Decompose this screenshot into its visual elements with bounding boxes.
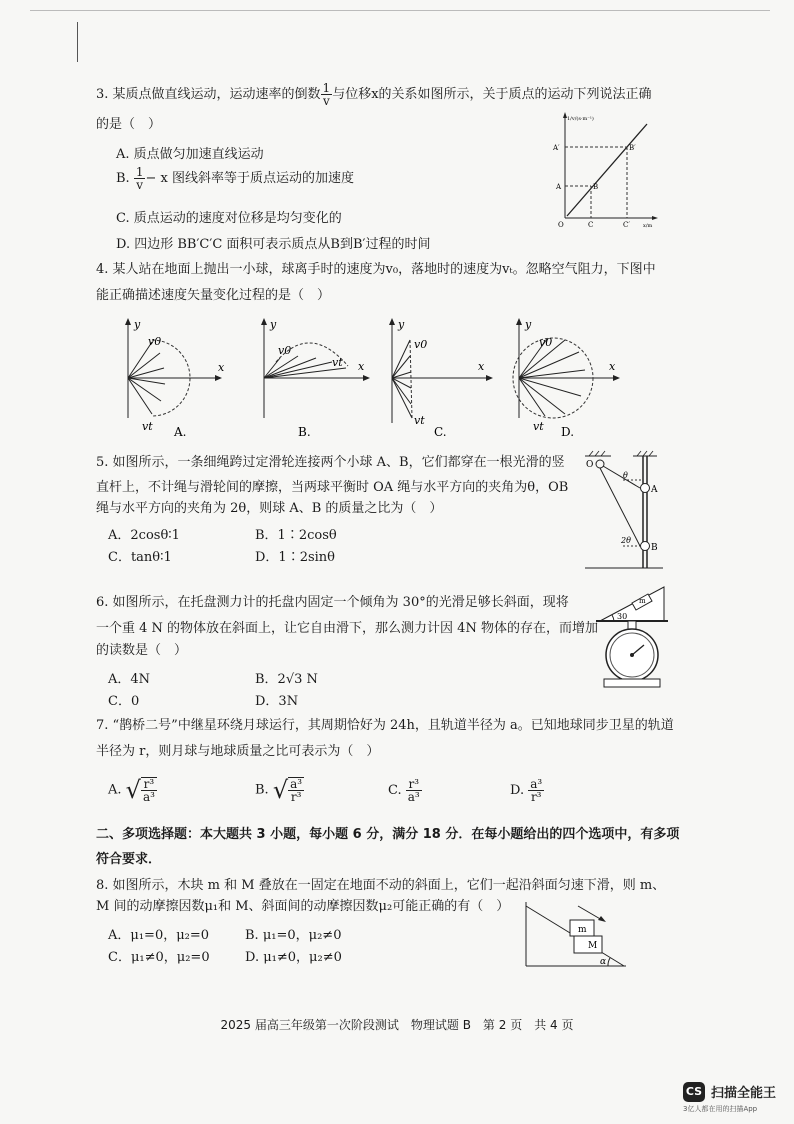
q6-line3: 的读数是（ ） — [96, 643, 188, 658]
q4b-y-label: y — [270, 318, 277, 331]
q3-label-b-prime: B′ — [629, 144, 636, 152]
q4-diagram-a — [112, 318, 237, 443]
q5-label-2theta: 2θ — [621, 536, 631, 545]
q3-option-c: C. 质点运动的速度对位移是均匀变化的 — [116, 211, 342, 226]
q4-line2: 能正确描述速度矢量变化过程的是（ ） — [96, 288, 331, 303]
q4-diagram-b — [250, 318, 375, 443]
q4-choice-d: D. — [561, 425, 575, 439]
q6-option-b: B．2√3 N — [255, 672, 318, 687]
section2-heading-line1: 二、多项选择题：本大题共 3 小题，每小题 6 分，满分 18 分．在每小题给出的四个选项中，有多项 — [96, 827, 680, 842]
q3-label-b: B — [593, 183, 599, 191]
q4c-vt-label: vt — [414, 414, 425, 427]
q4-line1: 4. 某人站在地面上抛出一小球，球离手时的速度为v₀，落地时的速度为vₜ。忽略空气阻力，下图中 — [96, 262, 656, 277]
binding-margin-line — [77, 22, 78, 62]
watermark-title: 扫描全能王 — [711, 1086, 777, 1101]
q8-option-c: C．μ₁≠0，μ₂=0 — [108, 950, 210, 965]
q8-option-b: B. μ₁=0，μ₂≠0 — [245, 928, 342, 943]
q6-option-c: C．0 — [108, 694, 140, 709]
q4-choice-b: B. — [298, 425, 311, 439]
q3-y-axis-label: 1/v/(s·m⁻¹) — [567, 116, 594, 122]
q7-option-c: C. $\frac{\text{r³}}{\text{a³}}$ — [388, 777, 420, 804]
q7-option-d: D. $\frac{\text{a³}}{\text{r³}}$ — [510, 777, 543, 804]
q3-option-b: B. $\frac{1}{v}$ − x 图线斜率等于质点运动的加速度 — [116, 165, 354, 192]
q8-option-d: D. μ₁≠0，μ₂≠0 — [245, 950, 342, 965]
top-edge — [30, 10, 770, 11]
q6-option-d: D．3N — [255, 694, 299, 709]
q5-pulley-diagram — [585, 450, 665, 570]
camscanner-icon: CS — [683, 1082, 705, 1102]
q5-option-d: D．1∶2sinθ — [255, 550, 335, 565]
q3-label-o: O — [558, 221, 564, 229]
q5-option-c: C．tanθ∶1 — [108, 550, 172, 565]
q4d-v0-label: v0 — [539, 336, 553, 349]
q4c-v0-label: v0 — [414, 338, 428, 351]
q8-incline-diagram — [520, 898, 630, 970]
q5-label-o: O — [586, 460, 594, 470]
q3-label-a-prime: A′ — [553, 144, 560, 152]
q4-choice-a: A. — [174, 425, 187, 439]
watermark-subtitle: 3亿人都在用的扫描App — [683, 1105, 758, 1113]
q4a-x-label: x — [218, 361, 225, 374]
q3-graph — [555, 110, 660, 230]
q5-option-b: B．1∶2cosθ — [255, 528, 337, 543]
q8-label-big-m: M — [588, 941, 598, 951]
q5-line2: 直杆上，不计绳与滑轮间的摩擦，当两球平衡时 OA 绳与水平方向的夹角为θ，OB — [96, 480, 569, 495]
q5-line3: 绳与水平方向的夹角为 2θ，则球 A、B 的质量之比为（ ） — [96, 501, 443, 516]
q5-label-theta: θ — [623, 471, 628, 480]
q4a-y-label: y — [134, 318, 141, 331]
q4d-x-label: x — [609, 360, 616, 373]
q3-fraction: $\frac{1}{v}$ — [322, 81, 331, 108]
q7-option-a: A. √ $\frac{\text{r³}}{\text{a³}}$ — [108, 776, 155, 804]
q3-label-a: A — [556, 183, 562, 191]
q4a-v0-label: v0 — [148, 335, 162, 348]
q5-label-b: B — [651, 543, 658, 553]
q8-option-a: A．μ₁=0，μ₂=0 — [108, 928, 210, 943]
q4d-y-label: y — [525, 318, 532, 331]
q6-angle-label: 30 — [617, 612, 628, 621]
q8-line2: M 间的动摩擦因数μ₁和 M、斜面间的动摩擦因数μ₂可能正确的有（ ） — [96, 899, 510, 914]
q8-label-alpha: α — [600, 957, 607, 967]
q6-scale-diagram — [592, 583, 672, 691]
q4b-x-label: x — [358, 360, 365, 373]
scanner-watermark — [683, 1078, 793, 1118]
q5-line1: 5. 如图所示，一条细绳跨过定滑轮连接两个小球 A、B，它们都穿在一根光滑的竖 — [96, 455, 565, 470]
q6-option-a: A．4N — [108, 672, 151, 687]
q7-option-b: B. √ $\frac{\text{a³}}{\text{r³}}$ — [255, 776, 303, 804]
q7-line1: 7. “鹊桥二号”中继星环绕月球运行，其周期恰好为 24h，且轨道半径为 a。已知地球同步卫星的轨道 — [96, 718, 674, 733]
q6-block-label: m — [639, 597, 646, 605]
q8-line1: 8. 如图所示，木块 m 和 M 叠放在一固定在地面不动的斜面上，它们一起沿斜面匀速下滑，则 m、 — [96, 878, 666, 893]
q6-line2: 一个重 4 N 的物体放在斜面上，让它自由滑下，那么测力计因 4N 物体的存在，而增加 — [96, 621, 598, 636]
page-footer: 2025 届高三年级第一次阶段测试 物理试题 B 第 2 页 共 4 页 — [220, 1018, 574, 1032]
q4c-x-label: x — [478, 360, 485, 373]
q3-line1: 3. 某质点做直线运动，运动速率的倒数 $\frac{1}{v}$ 与位移x的关系如图所示，关于质点的运动下列说法正确 — [96, 81, 652, 108]
q3-label-c: C — [588, 221, 594, 229]
q3-line2: 的是（ ） — [96, 117, 162, 132]
q3-label-c-prime: C′ — [623, 221, 630, 229]
q5-option-a: A．2cosθ∶1 — [108, 528, 180, 543]
q7-line2: 半径为 r，则月球与地球质量之比可表示为（ ） — [96, 744, 380, 759]
q6-line1: 6. 如图所示，在托盘测力计的托盘内固定一个倾角为 30°的光滑足够长斜面，现将 — [96, 595, 569, 610]
q8-label-m: m — [578, 925, 587, 935]
q3-x-axis-label: x/m — [643, 223, 653, 229]
q4-diagram-c — [378, 318, 503, 443]
q4a-vt-label: vt — [142, 420, 153, 433]
q4c-y-label: y — [398, 318, 405, 331]
q3-option-d: D. 四边形 BB′C′C 面积可表示质点从B到B′过程的时间 — [116, 237, 431, 252]
q4b-vt-label: vt — [332, 356, 343, 369]
q4b-v0-label: v0 — [278, 344, 292, 357]
q4-diagram-d — [505, 318, 630, 443]
q3-option-a: A. 质点做匀加速直线运动 — [116, 147, 264, 162]
q4d-vt-label: vt — [533, 420, 544, 433]
q5-label-a: A — [651, 485, 658, 495]
q4-choice-c: C. — [434, 425, 447, 439]
section2-heading-line2: 符合要求． — [96, 852, 162, 867]
